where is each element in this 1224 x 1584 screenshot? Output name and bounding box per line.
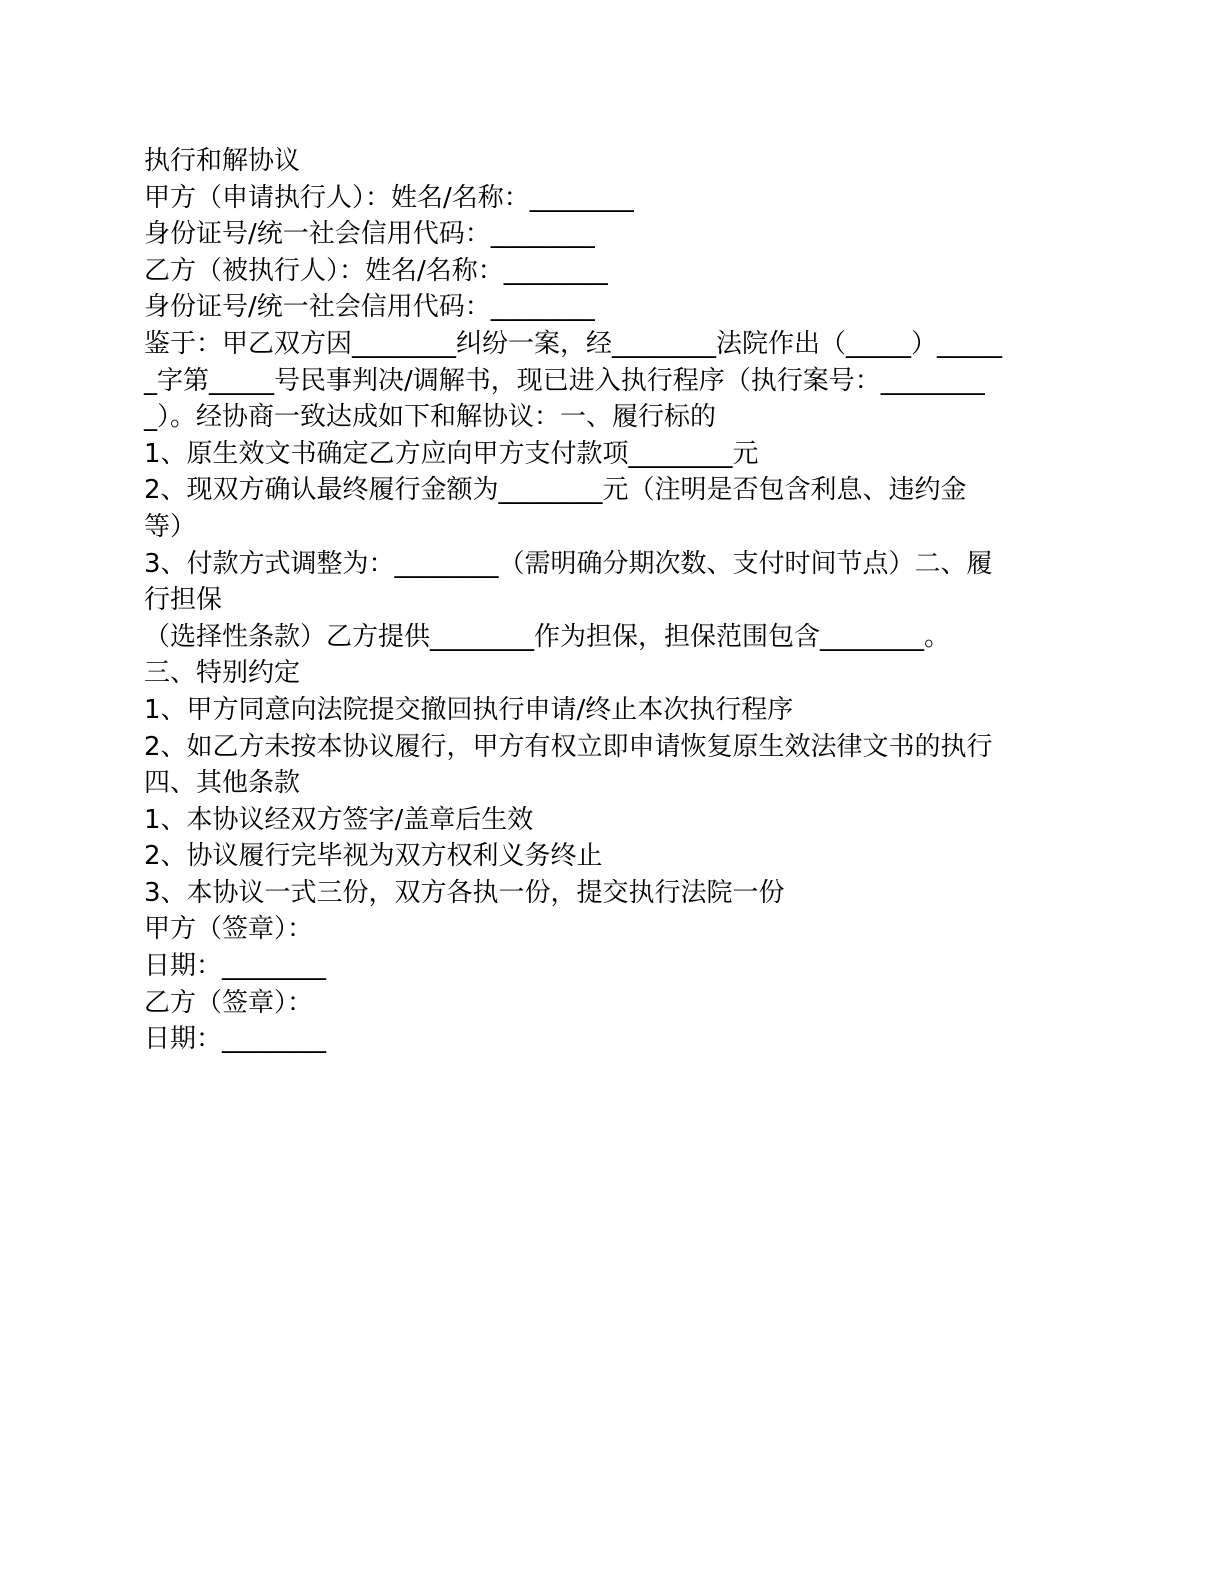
other-term-2: 2、协议履行完毕视为双方权利义务终止 [144, 841, 603, 872]
performance-item-2-cont: 等） [144, 511, 197, 542]
other-terms-heading: 四、其他条款 [144, 768, 301, 799]
performance-item-1: 1、原生效文书确定乙方应向甲方支付款项________元 [144, 438, 759, 469]
party-b-id-line: 身份证号/统一社会信用代码：________ [144, 292, 595, 323]
recital-line-3: _）。经协商一致达成如下和解协议：一、履行标的 [144, 402, 717, 433]
guarantee-clause: （选择性条款）乙方提供________作为担保，担保范围包含________。 [144, 621, 951, 652]
party-a-date: 日期：________ [144, 951, 327, 982]
special-terms-heading: 三、特别约定 [144, 658, 301, 689]
recital-line-1: 鉴于：甲乙双方因________纠纷一案，经________法院作出（_____）_____ [144, 328, 1003, 359]
party-a-name-line: 甲方（申请执行人）：姓名/名称：________ [144, 182, 634, 213]
document-title: 执行和解协议 [144, 146, 301, 176]
performance-item-3: 3、付款方式调整为：________（需明确分期次数、支付时间节点）二、履 [144, 548, 993, 579]
party-b-name-line: 乙方（被执行人）：姓名/名称：________ [144, 255, 608, 286]
other-term-1: 1、本协议经双方签字/盖章后生效 [144, 804, 534, 835]
performance-item-2: 2、现双方确认最终履行金额为________元（注明是否包含利息、违约金 [144, 475, 967, 506]
recital-line-2: _字第_____号民事判决/调解书，现已进入执行程序（执行案号：________ [144, 365, 985, 396]
party-b-date: 日期：________ [144, 1024, 327, 1055]
special-term-2: 2、如乙方未按本协议履行，甲方有权立即申请恢复原生效法律文书的执行 [144, 731, 993, 762]
party-a-signature: 甲方（签章）： [144, 914, 314, 945]
party-a-id-line: 身份证号/统一社会信用代码：________ [144, 219, 595, 250]
agreement-text [144, 143, 1064, 1058]
guarantee-heading-cont: 行担保 [144, 585, 223, 616]
party-b-signature: 乙方（签章）： [144, 987, 314, 1018]
special-term-1: 1、甲方同意向法院提交撤回执行申请/终止本次执行程序 [144, 694, 794, 725]
other-term-3: 3、本协议一式三份，双方各执一份，提交执行法院一份 [144, 877, 785, 908]
